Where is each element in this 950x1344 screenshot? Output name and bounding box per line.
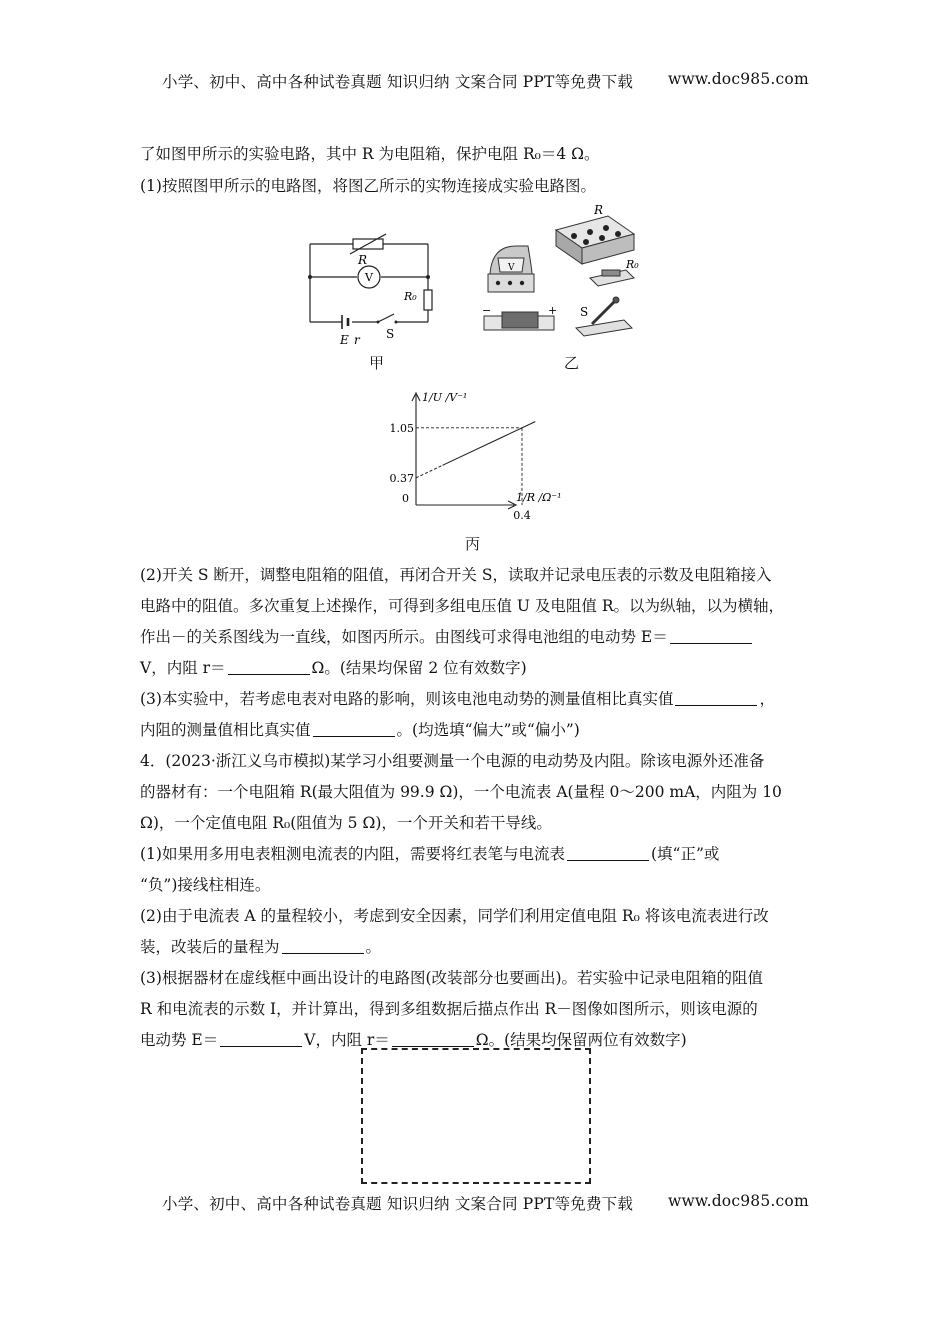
q4-3-line-1: (3)根据器材在虚线框中画出设计的电路图(改装部分也要画出)。若实验中记录电阻箱的阻值 <box>140 969 764 987</box>
q4-line-3: Ω)，一个定值电阻 R₀(阻值为 5 Ω)，一个开关和若干导线。 <box>140 814 552 832</box>
extrapolated-segment <box>416 465 443 477</box>
label-R0: R₀ <box>626 258 639 271</box>
protective-resistor-symbol <box>424 290 432 310</box>
y-tick-label: 0.37 <box>389 471 414 485</box>
x-axis-label: 1/R /Ω⁻¹ <box>516 491 562 504</box>
intro-line-2: (1)按照图甲所示的电路图，将图乙所示的实物连接成实验电路图。 <box>140 177 596 195</box>
q3-line-1 <box>140 689 820 709</box>
footer-text: 小学、初中、高中各种试卷真题 知识归纳 文案合同 PPT等免费下载 <box>162 1195 634 1213</box>
footer-url[interactable]: www.doc985.com <box>668 1192 809 1210</box>
q4-1-line-2: “负”)接线柱相连。 <box>140 876 271 894</box>
header-text: 小学、初中、高中各种试卷真题 知识归纳 文案合同 PPT等免费下载 <box>162 73 634 91</box>
q4-2-line-2 <box>140 937 820 957</box>
q3-text-b: ， <box>759 690 775 708</box>
q3-text-c: 内阻的测量值相比真实值 <box>140 721 311 739</box>
x-tick-label: 0.4 <box>513 509 531 522</box>
y-axis-label: 1/U /V⁻¹ <box>422 391 468 404</box>
q4-2-text-a: 装，改装后的量程为 <box>140 938 280 956</box>
q4-line-1: 4．(2023·浙江义乌市模拟)某学习小组要测量一个电源的电动势及内阻。除该电源外还准备 <box>140 752 765 770</box>
q2-text-c: Ω。(结果均保留 2 位有效数字) <box>311 659 527 677</box>
q4-line-2: 的器材有：一个电阻箱 R(最大阻值为 99.9 Ω)，一个电流表 A(量程 0～200 mA，内阻为 10 <box>140 783 782 801</box>
caption-bing: 丙 <box>465 535 481 553</box>
q4-3-line-2: R 和电流表的示数 I，并计算出，得到多组数据后描点作出 R－图像如图所示，则该电源的 <box>140 1000 758 1018</box>
y-tick-label: 1.05 <box>389 421 414 435</box>
answer-blank-emf[interactable] <box>670 628 752 644</box>
label-R: R <box>594 203 604 217</box>
q4-1-text-a: (1)如果用多用电表粗测电流表的内阻，需要将红表笔与电流表 <box>140 845 565 863</box>
label-V: V <box>508 263 515 273</box>
label-S: S <box>386 327 395 341</box>
label-V: V <box>365 271 373 284</box>
label-r: r <box>354 333 360 347</box>
q4-2-text-b: 。 <box>365 938 382 956</box>
label-S: S <box>580 305 589 319</box>
switch-icon <box>576 320 632 336</box>
label-E: E <box>340 333 349 347</box>
label-R: R <box>358 253 368 267</box>
q4-3-text-b: V，内阻 r＝ <box>304 1031 390 1049</box>
answer-blank-emf-2[interactable] <box>220 1031 302 1047</box>
label-plus: + <box>548 304 558 317</box>
q4-3-text-c: Ω。(结果均保留两位有效数字) <box>475 1031 687 1049</box>
caption-jia: 甲 <box>369 354 385 372</box>
figure-yi-apparatus <box>478 200 648 350</box>
q3-text-a: (3)本实验中，若考虑电表对电路的影响，则该电池电动势的测量值相比真实值 <box>140 690 674 708</box>
q3-line-2 <box>140 720 820 740</box>
q4-3-line-3 <box>140 1030 820 1050</box>
figure-bing-graph <box>380 385 580 535</box>
answer-blank-range[interactable] <box>282 938 364 954</box>
answer-blank-emf-bias[interactable] <box>675 690 757 706</box>
q4-3-text-a: 电动势 E＝ <box>140 1031 219 1049</box>
label-minus: − <box>482 304 492 317</box>
q2-text-b: V，内阻 r＝ <box>140 659 226 677</box>
q2-line-2: 电路中的阻值。多次重复上述操作，可得到多组电压值 U 及电阻值 R。以为纵轴，以为横轴， <box>140 597 785 615</box>
label-R0: R₀ <box>404 290 417 303</box>
origin-label: 0 <box>402 492 409 505</box>
q3-text-d: 。(均选填“偏大”或“偏小”) <box>396 721 580 739</box>
header-url[interactable]: www.doc985.com <box>668 70 809 88</box>
answer-blank-terminal[interactable] <box>567 845 649 861</box>
q2-line-1: (2)开关 S 断开，调整电阻箱的阻值，再闭合开关 S，读取并记录电压表的示数及电阻箱接入 <box>140 566 772 584</box>
q2-line-4 <box>140 658 820 678</box>
circuit-drawing-box[interactable] <box>361 1048 591 1184</box>
q4-2-line-1: (2)由于电流表 A 的量程较小，考虑到安全因素，同学们利用定值电阻 R₀ 将该电流表进行改 <box>140 907 769 925</box>
answer-blank-internal-resistance-2[interactable] <box>392 1031 474 1047</box>
q4-1-text-b: (填“正”或 <box>650 845 720 863</box>
answer-blank-resistance-bias[interactable] <box>313 721 395 737</box>
figure-jia-circuit <box>300 220 450 350</box>
q2-line-3 <box>140 627 820 647</box>
answer-blank-internal-resistance[interactable] <box>228 659 310 675</box>
q4-1-line-1 <box>140 844 820 864</box>
q2-text-a: 作出－的关系图线为一直线，如图丙所示。由图线可求得电池组的电动势 E＝ <box>140 628 668 646</box>
intro-line-1: 了如图甲所示的实验电路，其中 R 为电阻箱，保护电阻 R₀＝4 Ω。 <box>140 145 600 163</box>
caption-yi: 乙 <box>564 354 580 372</box>
